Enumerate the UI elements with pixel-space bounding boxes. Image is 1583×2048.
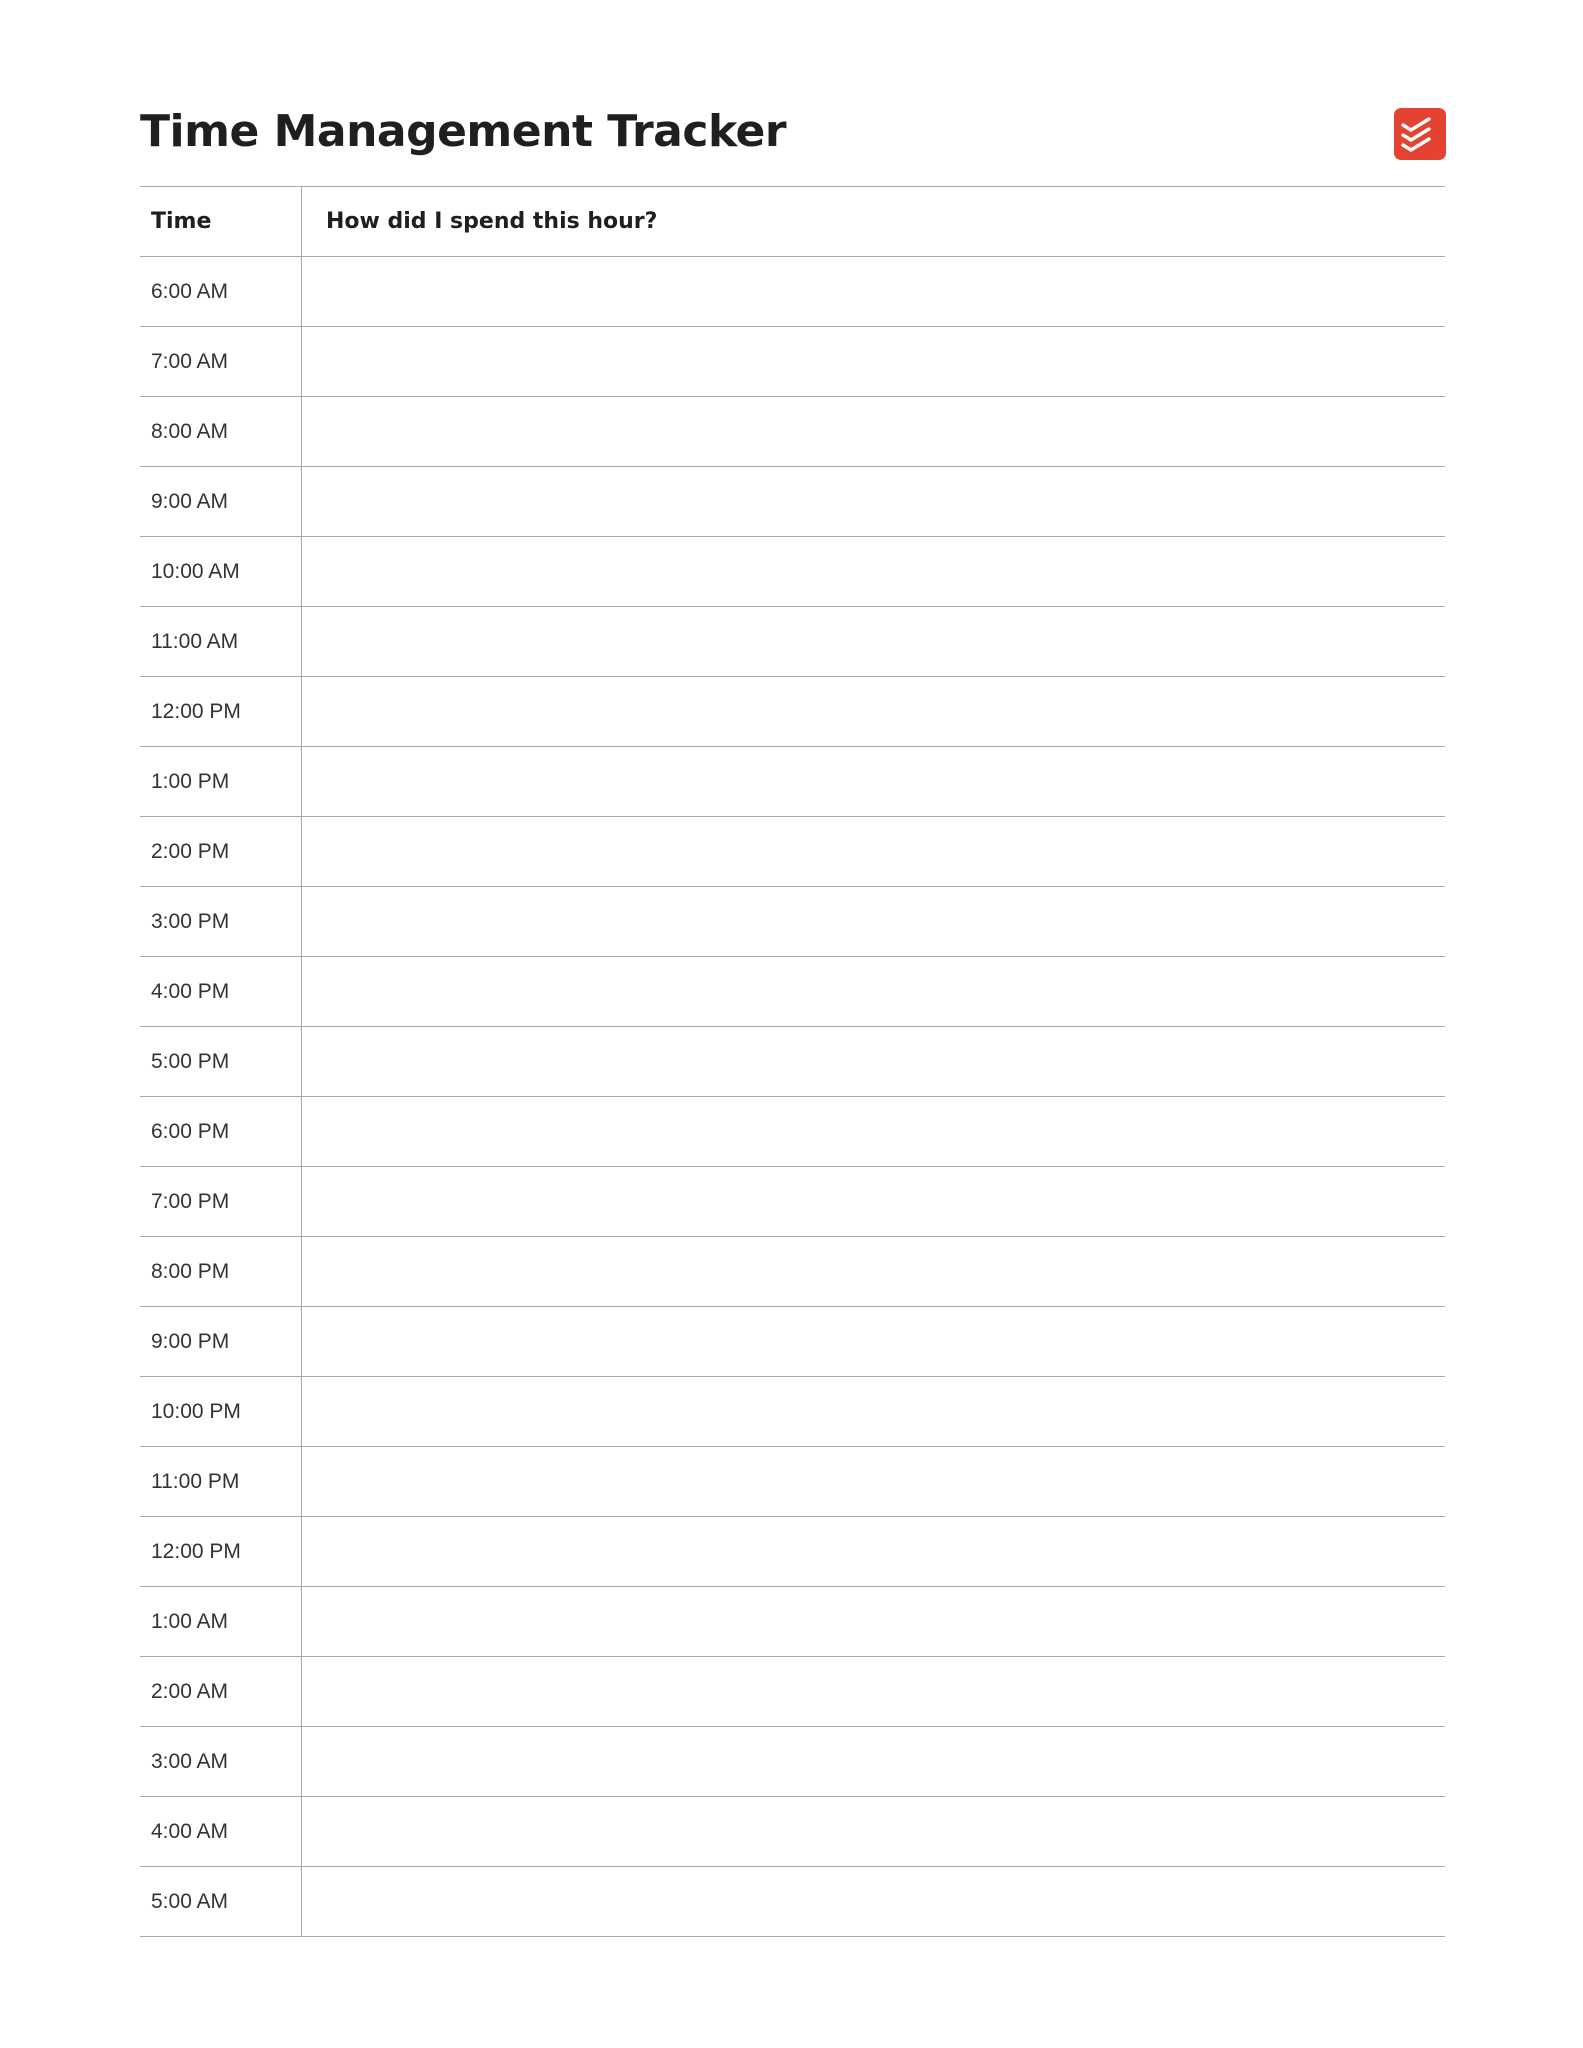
time-column-header: Time bbox=[140, 187, 302, 257]
table-row bbox=[140, 1097, 1445, 1167]
table-row bbox=[140, 467, 1445, 537]
time-cell: 7:00 AM bbox=[140, 327, 302, 397]
time-cell: 11:00 PM bbox=[140, 1447, 302, 1517]
activity-entry-cell[interactable] bbox=[302, 677, 1446, 747]
time-cell: 6:00 AM bbox=[140, 257, 302, 327]
time-cell: 12:00 PM bbox=[140, 1517, 302, 1587]
time-cell: 5:00 AM bbox=[140, 1867, 302, 1937]
table-row bbox=[140, 957, 1445, 1027]
activity-entry-cell[interactable] bbox=[302, 1167, 1446, 1237]
table-row bbox=[140, 1797, 1445, 1867]
table-row bbox=[140, 1167, 1445, 1237]
time-cell: 2:00 PM bbox=[140, 817, 302, 887]
time-cell: 8:00 AM bbox=[140, 397, 302, 467]
activity-entry-cell[interactable] bbox=[302, 1867, 1446, 1937]
time-cell: 4:00 PM bbox=[140, 957, 302, 1027]
activity-entry-cell[interactable] bbox=[302, 1797, 1446, 1867]
table-row bbox=[140, 747, 1445, 817]
activity-entry-cell[interactable] bbox=[302, 537, 1446, 607]
activity-entry-cell[interactable] bbox=[302, 467, 1446, 537]
table-row bbox=[140, 817, 1445, 887]
table-row bbox=[140, 327, 1445, 397]
time-cell: 1:00 PM bbox=[140, 747, 302, 817]
table-row bbox=[140, 1657, 1445, 1727]
table-row bbox=[140, 397, 1445, 467]
table-row bbox=[140, 1587, 1445, 1657]
activity-entry-cell[interactable] bbox=[302, 747, 1446, 817]
time-cell: 11:00 AM bbox=[140, 607, 302, 677]
table-body bbox=[140, 257, 1445, 1937]
activity-entry-cell[interactable] bbox=[302, 327, 1446, 397]
activity-entry-cell[interactable] bbox=[302, 1027, 1446, 1097]
activity-column-header: How did I spend this hour? bbox=[302, 187, 1446, 257]
activity-entry-cell[interactable] bbox=[302, 1517, 1446, 1587]
table-row bbox=[140, 887, 1445, 957]
table-row bbox=[140, 1377, 1445, 1447]
time-cell: 10:00 AM bbox=[140, 537, 302, 607]
activity-entry-cell[interactable] bbox=[302, 1377, 1446, 1447]
table-row bbox=[140, 1447, 1445, 1517]
time-cell: 3:00 AM bbox=[140, 1727, 302, 1797]
time-cell: 2:00 AM bbox=[140, 1657, 302, 1727]
activity-entry-cell[interactable] bbox=[302, 1097, 1446, 1167]
table-row bbox=[140, 1027, 1445, 1097]
time-cell: 8:00 PM bbox=[140, 1237, 302, 1307]
table-row bbox=[140, 1307, 1445, 1377]
table-row bbox=[140, 1517, 1445, 1587]
time-cell: 4:00 AM bbox=[140, 1797, 302, 1867]
time-cell: 9:00 AM bbox=[140, 467, 302, 537]
activity-entry-cell[interactable] bbox=[302, 1727, 1446, 1797]
table-row bbox=[140, 677, 1445, 747]
table-row bbox=[140, 607, 1445, 677]
time-tracker-table bbox=[140, 186, 1445, 1937]
time-cell: 12:00 PM bbox=[140, 677, 302, 747]
time-cell: 6:00 PM bbox=[140, 1097, 302, 1167]
time-cell: 7:00 PM bbox=[140, 1167, 302, 1237]
activity-entry-cell[interactable] bbox=[302, 257, 1446, 327]
time-cell: 10:00 PM bbox=[140, 1377, 302, 1447]
table-row bbox=[140, 1867, 1445, 1937]
time-cell: 1:00 AM bbox=[140, 1587, 302, 1657]
activity-entry-cell[interactable] bbox=[302, 957, 1446, 1027]
activity-entry-cell[interactable] bbox=[302, 1587, 1446, 1657]
activity-entry-cell[interactable] bbox=[302, 817, 1446, 887]
todoist-logo-icon bbox=[1394, 108, 1446, 160]
table-header-row bbox=[140, 187, 1445, 257]
table-row bbox=[140, 537, 1445, 607]
time-cell: 3:00 PM bbox=[140, 887, 302, 957]
activity-entry-cell[interactable] bbox=[302, 1447, 1446, 1517]
activity-entry-cell[interactable] bbox=[302, 607, 1446, 677]
time-cell: 9:00 PM bbox=[140, 1307, 302, 1377]
activity-entry-cell[interactable] bbox=[302, 1237, 1446, 1307]
table-row bbox=[140, 257, 1445, 327]
activity-entry-cell[interactable] bbox=[302, 397, 1446, 467]
table-row bbox=[140, 1727, 1445, 1797]
table-row bbox=[140, 1237, 1445, 1307]
activity-entry-cell[interactable] bbox=[302, 887, 1446, 957]
time-cell: 5:00 PM bbox=[140, 1027, 302, 1097]
activity-entry-cell[interactable] bbox=[302, 1657, 1446, 1727]
page-title: Time Management Tracker bbox=[140, 106, 787, 157]
activity-entry-cell[interactable] bbox=[302, 1307, 1446, 1377]
